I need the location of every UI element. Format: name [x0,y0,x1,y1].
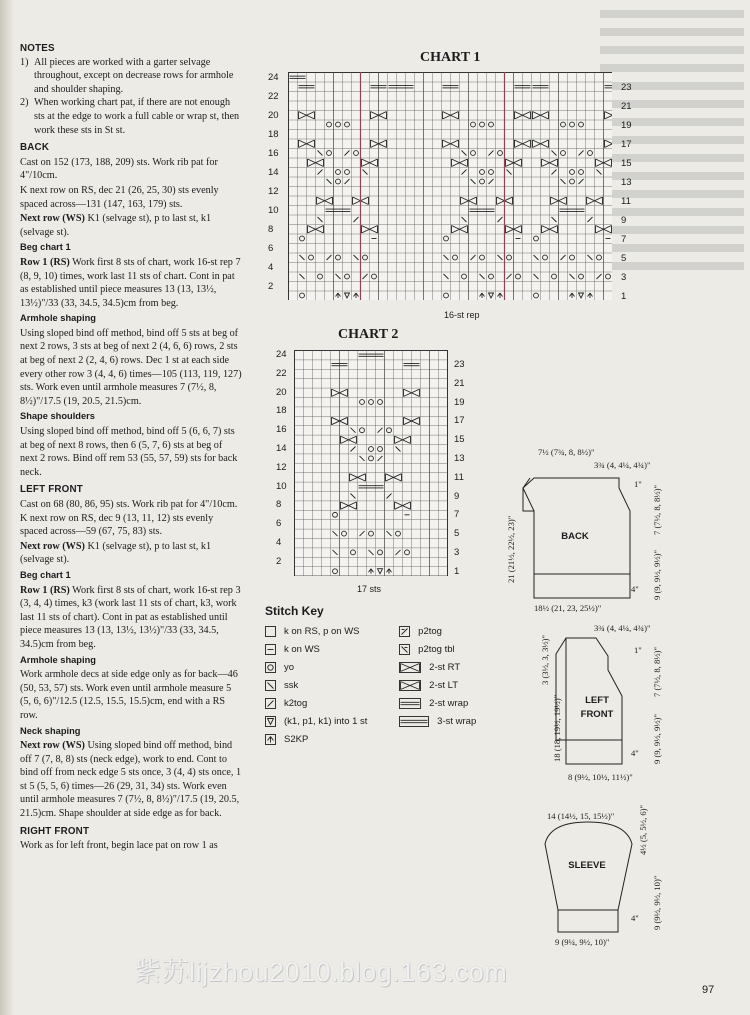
stitch-key-label: k on RS, p on WS [284,625,360,637]
page-gutter-shadow [0,0,14,1015]
front-label-line2: FRONT [580,709,614,720]
stitch-key-label: k on WS [284,643,320,655]
row-number: 2 [268,281,274,292]
row-number: 8 [268,224,274,235]
empty-square-icon [265,626,276,637]
row-number: 6 [276,518,282,530]
row-number: 24 [268,72,279,83]
row-number: 15 [454,434,465,446]
note-1: 1) All pieces are worked with a garter selvage throughout, except on decrease rows for armhole and shoulder shaping. [20,56,234,95]
stitch-key-item [399,712,495,730]
note-2: 2) When working chart pat, if there are not enough sts at the edge to work a full cable or wrap st, then work these sts in St st. [20,97,240,136]
stitch-key-item [265,622,399,640]
row-number: 17 [454,415,465,427]
row-number: 3 [454,547,460,558]
back-shoulder-subheading: Shape shoulders [20,411,95,422]
front-label-line1: LEFT [585,695,609,706]
row-number: 4 [276,537,282,548]
watermark: 紫苏lijzhou2010.blog.163.com [134,957,508,987]
stitch-key-label: k2tog [284,697,308,709]
stitch-key-item [265,676,399,694]
stitch-key-label: p2tog tbl [418,643,455,655]
stitch-key-label: 2-st RT [429,661,461,673]
pattern-instructions [20,38,242,853]
sleeve-schematic-outline [542,820,642,938]
stitch-key-label: ssk [284,679,299,691]
back-one-inch: 1" [634,479,642,489]
s2kp-icon [265,734,276,745]
back-shoulder-width: 3¾ (4, 4¼, 4¾)" [594,460,651,470]
wrap2-icon [399,698,421,709]
chart1-grid [288,72,612,300]
front-total-length: 18 (18, 19½, 19½)" [552,694,562,762]
back-shoulders: Using sloped bind off method, bind off 5 (6, 6, 7) sts at beg of next 8 rows, then 6 (5, 7, 6) sts at beg of next 2 rows. Bind off rem 53 (55, 57, 59) sts for back neck. [20,426,238,478]
stitch-key-item [265,730,399,748]
row-number: 16 [276,424,287,436]
stitch-key-left-column [265,622,399,748]
row-number: 6 [268,243,274,254]
row-number: 2 [276,555,282,567]
stitch-key-item [399,640,495,658]
sleeve-bottom-width: 9 (9¼, 9½, 10)" [555,937,610,947]
row-number: 10 [268,205,279,216]
front-side-length: 9 (9, 9½, 9½)" [652,713,662,764]
left-front-armhole: Work armhole decs at side edge only as for back—46 (50, 53, 57) sts. Work even until armhole measure 5 (5, 6, 6)"/12.5 (12.5, 15.5, 15.5)cm, end with a RS row. [20,669,238,721]
left-front-neck-subheading: Neck shaping [20,725,81,736]
row-number: 21 [621,101,632,112]
row-number: 9 [454,490,460,502]
row-number: 8 [276,499,282,511]
k2tog-icon [265,698,276,709]
notes-heading: NOTES [20,43,55,54]
front-armhole-depth: 7 (7½, 8, 8½)" [652,646,662,697]
row-number: 12 [268,186,279,197]
row-number: 13 [454,453,465,464]
sleeve-cap-height: 4½ (5, 5½, 6)" [638,804,648,855]
rt-icon [399,662,421,673]
back-label: BACK [561,531,589,542]
stitch-key-item [399,658,495,676]
row-number: 1 [621,291,627,302]
left-front-neck: Next row (WS) Using sloped bind off method, bind off 7 (7, 8, 8) sts (neck edge), work to end. Cont to bind off from neck edge 5 sts once, 3 (4, 4) sts once, 1 st 5 (5, 5, 6) times—26 (29, 31, 34) sts. Work even until armhole measures 7 (7½, 8, 8½)"/17.5 (19, 20.5, 21.5)cm. Shape shoulder at side edge as for back. [20,740,242,820]
back-next-row: Next row (WS) K1 (selvage st), p to last st, k1 (selvage st). [20,213,212,238]
row-number: 20 [276,386,287,398]
stitch-key-label: 2-st wrap [429,697,469,709]
back-armhole: Using sloped bind off method, bind off 5 sts at beg of next 2 rows, 3 sts at beg of next 2 (4, 6, 6) rows, 2 sts at beg of next 2 (2, 4, 6) rows. Dec 1 st at each side every other row 3 (4, 4, 6) times—105 (113, 119, 127) sts. Work even until armhole measures 7 (7½, 8, 8½)"/17.5 (19, 20.5, 21.5)cm. [20,327,242,407]
front-rib-depth: 4" [631,748,639,758]
back-bottom-width: 18½ (21, 23, 25½)" [534,603,602,613]
row-number: 14 [268,167,279,178]
row-number: 23 [621,82,632,93]
stitch-key-item [399,622,495,640]
chart1-rep-label: 16-st rep [444,310,480,320]
stitch-key-label: (k1, p1, k1) into 1 st [284,715,368,727]
stitch-key-item [399,676,495,694]
stitch-key-item [399,694,495,712]
stitch-key-label: S2KP [284,733,309,745]
row-number: 18 [268,129,279,140]
left-front-cast-on: Cast on 68 (80, 86, 95) sts. Work rib pat for 4"/10cm. K next row on RS, dec 9 (13, 11, 12) sts evenly spaced across—59 (67, 75, 83) sts. [20,499,238,538]
front-bottom-width: 8 (9½, 10½, 11½)" [568,772,633,782]
front-neck-depth: 3 (3½, 3, 3½)" [540,634,550,685]
show-through-text [590,0,750,330]
stitch-key-item [265,694,399,712]
yo-icon [265,662,276,673]
chart2-sts-label: 17 sts [357,584,382,594]
chart2-grid [294,350,450,576]
row-number: 22 [268,91,279,102]
chart1-title: CHART 1 [420,50,481,65]
inc-icon [265,716,276,727]
right-front-text: Work as for left front, begin lace pat on row 1 as [20,840,218,852]
row-number: 16 [268,148,279,159]
row-number: 7 [621,234,627,245]
back-rib-depth: 4" [631,584,639,594]
back-decrease: K next row on RS, dec 21 (26, 25, 30) sts evenly spaced across—131 (147, 163, 179) sts. [20,184,219,210]
wrap3-icon [399,716,429,727]
row-number: 3 [621,272,627,283]
right-front-heading: RIGHT FRONT [20,825,90,837]
back-row1: Row 1 (RS) Work first 8 sts of chart, work 16-st rep 7 (8, 9, 10) times, work last 11 sts of chart. Cont in pat as established until piece measures 13 (13, 13½, 13½)"/33 (33, 34.5, 34.5)cm from beg. [20,256,241,309]
stitch-key-label: 3-st wrap [437,715,477,727]
row-number: 14 [276,443,287,454]
front-shoulder-width: 3¾ (4, 4¼, 4¾)" [594,623,651,633]
row-number: 19 [454,396,465,408]
back-armhole-depth: 7 (7½, 8, 8½)" [652,484,662,535]
row-number: 1 [454,565,460,577]
row-number: 19 [621,120,632,131]
sleeve-top-width: 14 (14½, 15, 15½)" [547,811,615,821]
stitch-key-item [265,640,399,658]
row-number: 13 [621,177,632,188]
back-chart-subheading: Beg chart 1 [20,242,71,253]
back-heading: BACK [20,142,50,154]
row-number: 12 [276,461,287,473]
row-number: 5 [454,528,460,540]
sleeve-length: 9 (9½, 9½, 10)" [652,875,662,930]
back-cast-on: Cast on 152 (173, 188, 209) sts. Work rib pat for 4"/10cm. [20,156,218,182]
row-number: 22 [276,367,287,379]
back-side-length: 9 (9, 9½, 9½)" [652,549,662,600]
p2tog-icon [399,626,410,637]
row-number: 7 [454,509,460,521]
left-front-row1: Row 1 (RS) Work first 8 sts of chart, work 16-st rep 3 (3, 4, 4) times, k3 (work last 11 sts of chart, k3, work last 11 sts of chart). Cont in pat as established until piece measures 13 (13, 13½, 13½)"/33 (33, 34.5, 34.5)cm from beg. [20,584,241,650]
row-number: 24 [276,349,287,360]
p2tog-tbl-icon [399,644,410,655]
row-number: 23 [454,359,465,370]
left-front-heading: LEFT FRONT [20,484,83,496]
sleeve-rib-depth: 4" [631,913,639,923]
lt-icon [399,680,421,691]
row-number: 20 [268,110,279,121]
front-one-inch: 1" [634,645,642,655]
row-number: 17 [621,139,632,150]
page-number: 97 [702,984,715,996]
row-number: 21 [454,377,465,389]
left-front-chart-subheading: Beg chart 1 [20,569,71,580]
left-front-armhole-subheading: Armhole shaping [20,654,96,665]
chart2-title: CHART 2 [338,327,399,342]
back-total-length: 21 (21½, 22½, 23)" [506,515,516,583]
row-number: 11 [454,471,464,483]
stitch-key-right-column [399,622,495,748]
stitch-key-item [265,712,399,730]
back-armhole-subheading: Armhole shaping [20,313,96,324]
back-top-width: 7½ (7¾, 8, 8½)" [538,447,595,457]
stitch-key [265,604,495,748]
ssk-icon [265,680,276,691]
stitch-key-label: p2tog [418,625,442,637]
row-number: 15 [621,158,632,169]
stitch-key-item [265,658,399,676]
row-number: 11 [621,196,631,207]
stitch-key-label: 2-st LT [429,679,459,691]
stitch-key-label: yo [284,661,295,673]
sleeve-label: SLEEVE [568,860,606,871]
stitch-key-title: Stitch Key [265,604,324,618]
left-front-next-row: Next row (WS) K1 (selvage st), p to last st, k1 (selvage st). [20,540,212,566]
dash-icon [265,644,276,655]
row-number: 4 [268,262,274,273]
row-number: 5 [621,253,627,264]
row-number: 18 [276,405,287,417]
row-number: 9 [621,215,627,226]
row-number: 10 [276,480,287,492]
